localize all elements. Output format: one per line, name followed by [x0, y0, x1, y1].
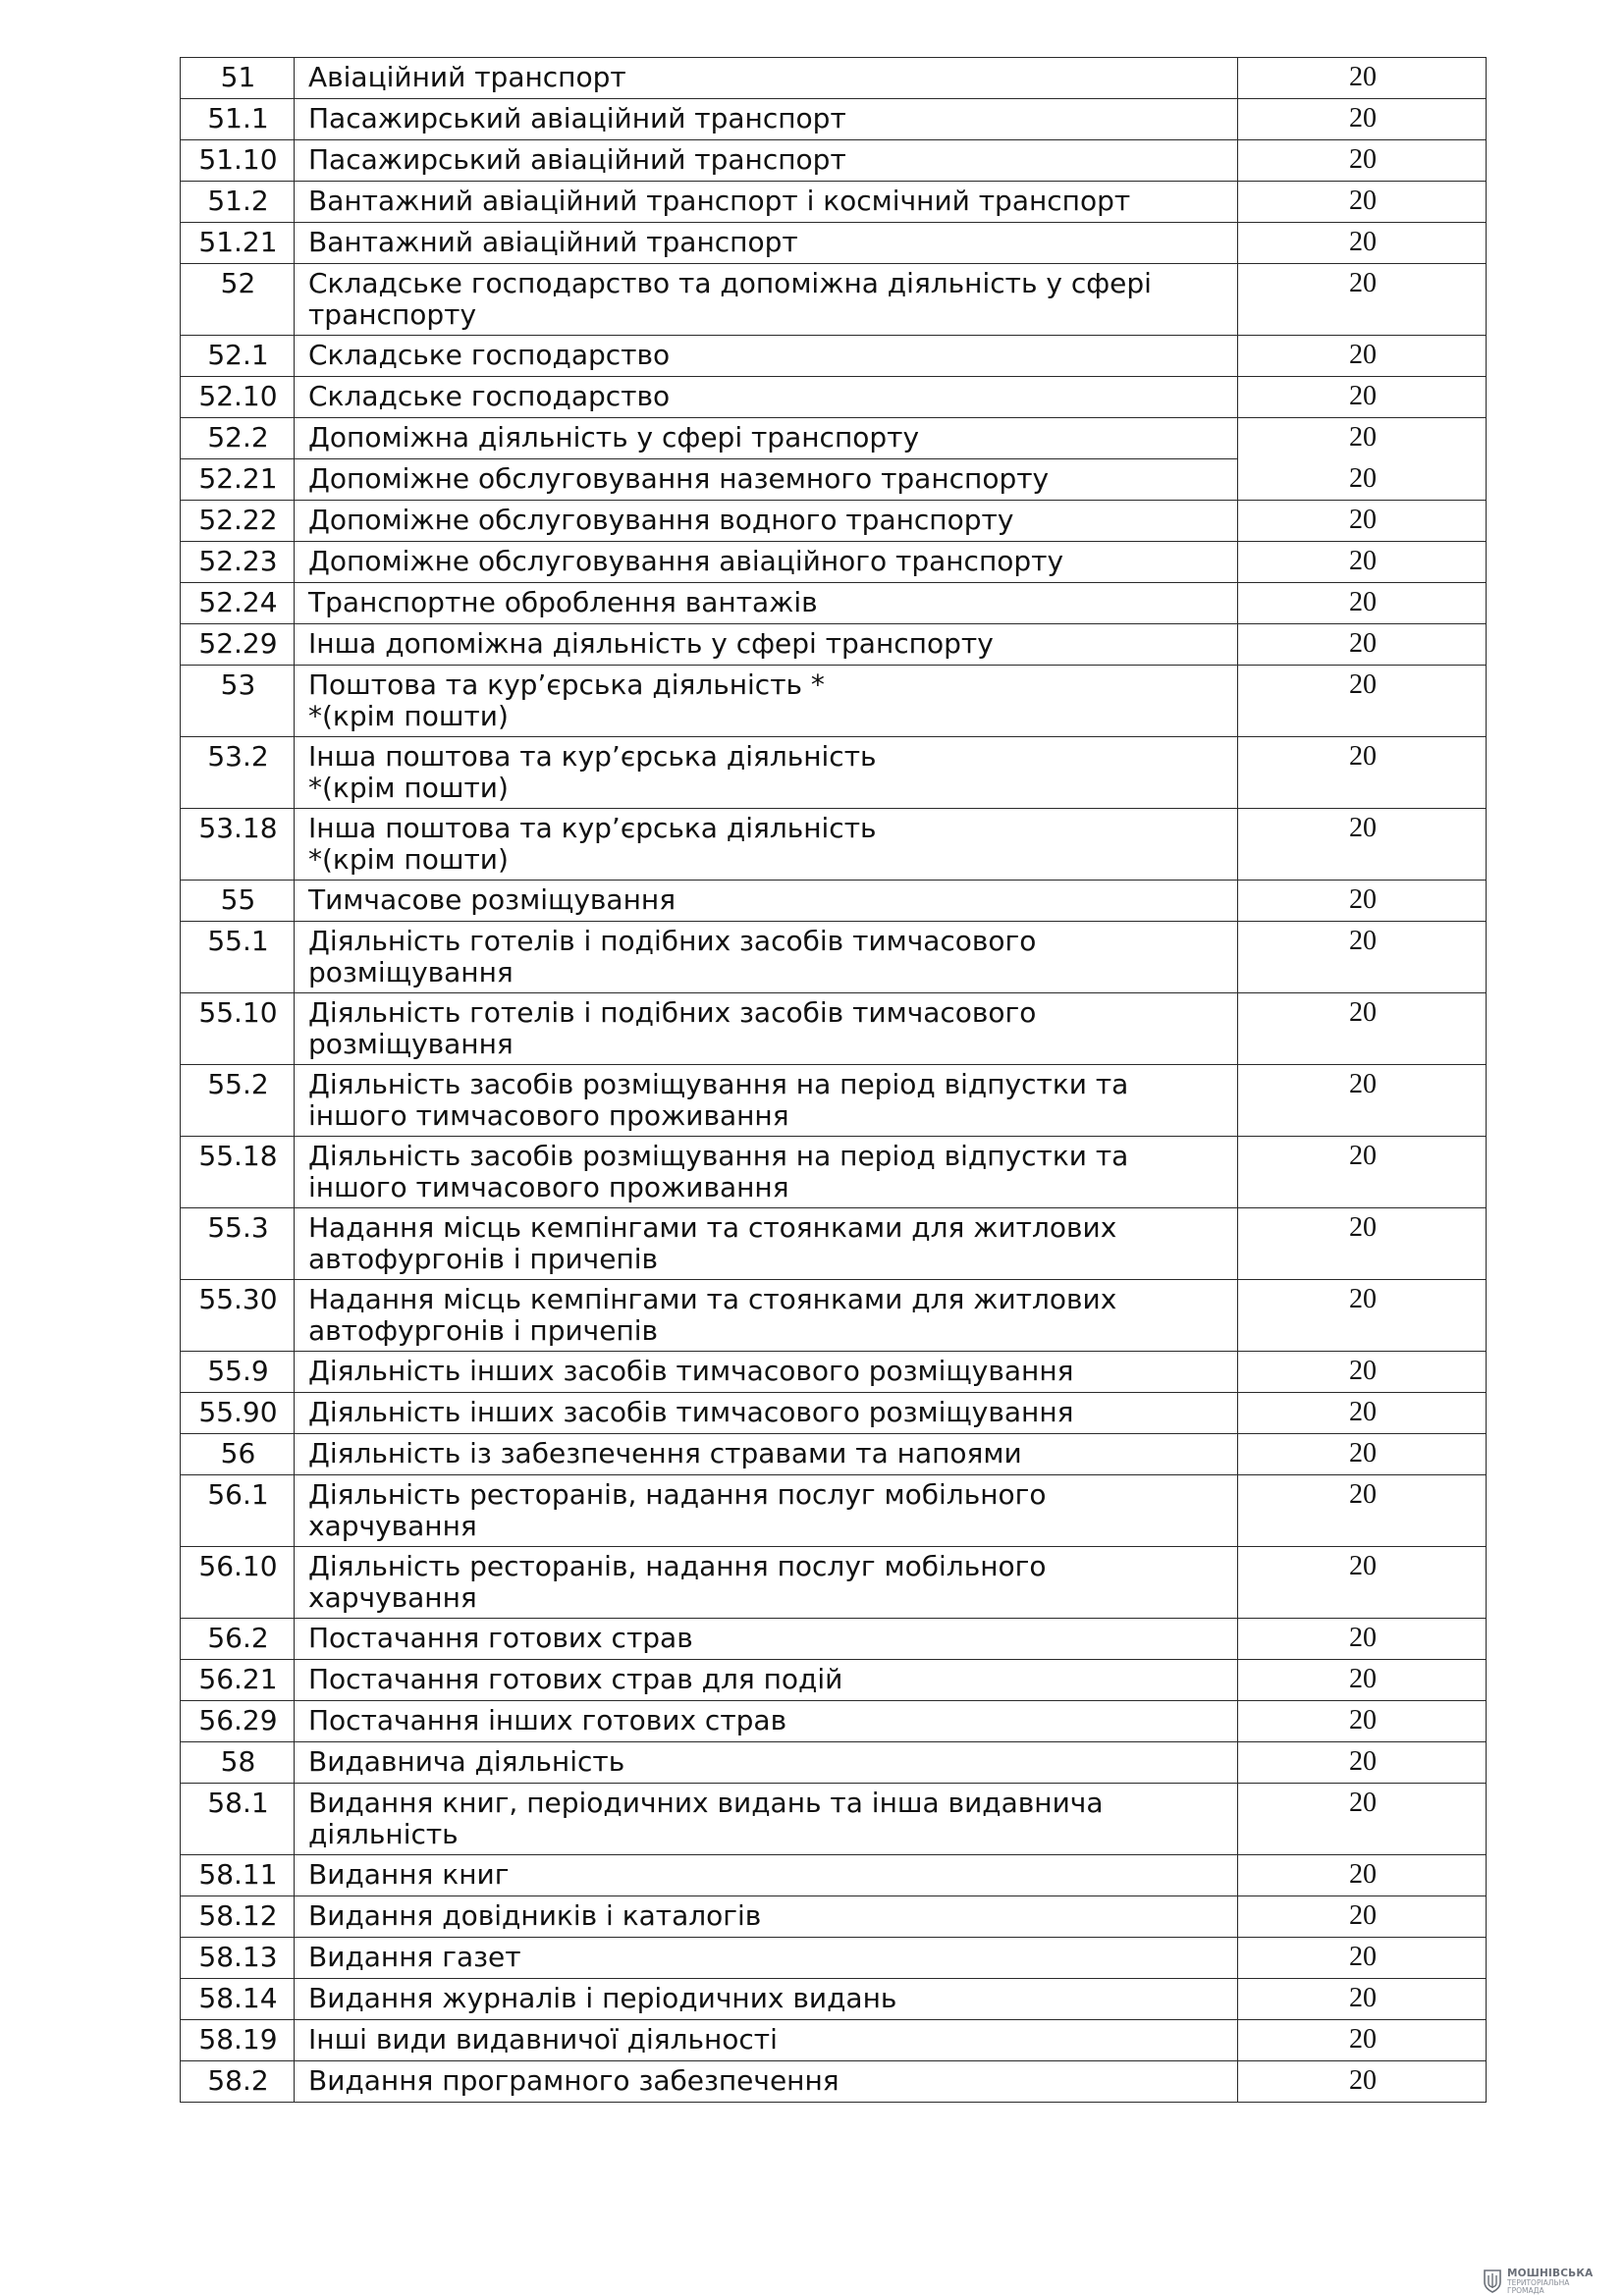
table-row [181, 583, 1487, 624]
activity-name-cell: Видання газет [295, 1938, 1238, 1979]
kved-code-cell: 52.21 [181, 459, 295, 501]
rate-cell: 20 [1238, 1742, 1487, 1784]
rate-cell: 20 [1238, 264, 1487, 336]
activity-name-cell: Пасажирський авіаційний транспорт [295, 99, 1238, 140]
kved-code-cell: 56 [181, 1434, 295, 1475]
rate-cell: 20 [1238, 583, 1487, 624]
table-row [181, 223, 1487, 264]
activity-name-cell: Видання книг [295, 1855, 1238, 1896]
kved-code-cell: 58.13 [181, 1938, 295, 1979]
rate-cell: 20 [1238, 881, 1487, 922]
trident-icon [1483, 2269, 1502, 2294]
kved-code-cell: 58.2 [181, 2061, 295, 2103]
rate-cell: 20 [1238, 1434, 1487, 1475]
table-row [181, 922, 1487, 993]
table-row [181, 1619, 1487, 1660]
activity-name-cell: Пасажирський авіаційний транспорт [295, 140, 1238, 182]
kved-code-cell: 52.29 [181, 624, 295, 666]
activity-name-cell: Вантажний авіаційний транспорт [295, 223, 1238, 264]
kved-code-cell: 53.18 [181, 809, 295, 881]
activity-name-cell: Допоміжна діяльність у сфері транспорту [295, 418, 1238, 459]
activity-name-cell: Поштова та кур’єрська діяльність * *(крім пошти) [295, 666, 1238, 737]
kved-code-cell: 51.21 [181, 223, 295, 264]
activity-name-cell: Діяльність засобів розміщування на період відпустки та іншого тимчасового проживання [295, 1065, 1238, 1137]
logo-text [1507, 2269, 1593, 2295]
table-row [181, 418, 1487, 459]
table-row [181, 377, 1487, 418]
activity-name-cell: Діяльність ресторанів, надання послуг мобільного харчування [295, 1475, 1238, 1547]
kved-code-cell: 55.90 [181, 1393, 295, 1434]
table-row [181, 1065, 1487, 1137]
rate-cell: 20 [1238, 1979, 1487, 2020]
kved-code-cell: 55.10 [181, 993, 295, 1065]
activity-name-cell: Постачання інших готових страв [295, 1701, 1238, 1742]
activity-name-cell: Вантажний авіаційний транспорт і космічний транспорт [295, 182, 1238, 223]
logo-subtitle-line: ГРОМАДА [1507, 2285, 1544, 2295]
table-row [181, 336, 1487, 377]
rate-cell: 20 [1238, 418, 1487, 459]
rate-cell: 20 [1238, 1352, 1487, 1393]
rate-cell: 20 [1238, 1855, 1487, 1896]
table-row [181, 58, 1487, 99]
rate-cell: 20 [1238, 993, 1487, 1065]
rate-cell: 20 [1238, 1547, 1487, 1619]
kved-table-body [181, 58, 1487, 2103]
activity-name-cell: Надання місць кемпінгами та стоянками для житлових автофургонів і причепів [295, 1280, 1238, 1352]
kved-code-cell: 58 [181, 1742, 295, 1784]
activity-name-cell: Видання програмного забезпечення [295, 2061, 1238, 2103]
rate-cell: 20 [1238, 1938, 1487, 1979]
activity-name-cell: Видання журналів і періодичних видань [295, 1979, 1238, 2020]
table-row [181, 1434, 1487, 1475]
kved-code-cell: 56.10 [181, 1547, 295, 1619]
activity-name-cell: Видання книг, періодичних видань та інша видавнича діяльність [295, 1784, 1238, 1855]
rate-cell: 20 [1238, 1280, 1487, 1352]
table-row [181, 542, 1487, 583]
rate-cell: 20 [1238, 1393, 1487, 1434]
kved-table [180, 57, 1487, 2103]
kved-code-cell: 55.2 [181, 1065, 295, 1137]
kved-code-cell: 51.10 [181, 140, 295, 182]
table-row [181, 1896, 1487, 1938]
table-row [181, 2020, 1487, 2061]
table-row [181, 624, 1487, 666]
activity-name-cell: Авіаційний транспорт [295, 58, 1238, 99]
rate-cell: 20 [1238, 1137, 1487, 1208]
kved-code-cell: 56.2 [181, 1619, 295, 1660]
table-row [181, 2061, 1487, 2103]
activity-name-cell: Інші види видавничої діяльності [295, 2020, 1238, 2061]
kved-code-cell: 58.11 [181, 1855, 295, 1896]
activity-name-cell: Діяльність із забезпечення стравами та напоями [295, 1434, 1238, 1475]
table-row [181, 99, 1487, 140]
kved-code-cell: 56.21 [181, 1660, 295, 1701]
kved-code-cell: 56.29 [181, 1701, 295, 1742]
table-row [181, 140, 1487, 182]
logo-title: МОШНІВСЬКА [1507, 2267, 1594, 2279]
kved-code-cell: 58.19 [181, 2020, 295, 2061]
activity-name-cell: Діяльність інших засобів тимчасового розміщування [295, 1352, 1238, 1393]
kved-code-cell: 52.1 [181, 336, 295, 377]
table-row [181, 1938, 1487, 1979]
rate-cell: 20 [1238, 1896, 1487, 1938]
kved-code-cell: 58.1 [181, 1784, 295, 1855]
activity-name-cell: Діяльність ресторанів, надання послуг мобільного харчування [295, 1547, 1238, 1619]
table-row [181, 993, 1487, 1065]
table-row [181, 1280, 1487, 1352]
activity-name-cell: Діяльність готелів і подібних засобів тимчасового розміщування [295, 993, 1238, 1065]
kved-code-cell: 55 [181, 881, 295, 922]
rate-cell: 20 [1238, 336, 1487, 377]
rate-cell: 20 [1238, 1660, 1487, 1701]
activity-name-cell: Складське господарство та допоміжна діяльність у сфері транспорту [295, 264, 1238, 336]
table-row [181, 459, 1487, 501]
rate-cell: 20 [1238, 377, 1487, 418]
community-logo [1483, 2268, 1620, 2295]
table-row [181, 501, 1487, 542]
rate-cell: 20 [1238, 1208, 1487, 1280]
rate-cell: 20 [1238, 2020, 1487, 2061]
rate-cell: 20 [1238, 501, 1487, 542]
activity-name-cell: Допоміжне обслуговування авіаційного транспорту [295, 542, 1238, 583]
activity-name-cell: Надання місць кемпінгами та стоянками для житлових автофургонів і причепів [295, 1208, 1238, 1280]
rate-cell: 20 [1238, 140, 1487, 182]
kved-code-cell: 55.18 [181, 1137, 295, 1208]
activity-name-cell: Видавнича діяльність [295, 1742, 1238, 1784]
kved-code-cell: 55.9 [181, 1352, 295, 1393]
kved-code-cell: 51.1 [181, 99, 295, 140]
activity-name-cell: Постачання готових страв [295, 1619, 1238, 1660]
activity-name-cell: Транспортне оброблення вантажів [295, 583, 1238, 624]
table-row [181, 1979, 1487, 2020]
activity-name-cell: Видання довідників і каталогів [295, 1896, 1238, 1938]
kved-code-cell: 52.2 [181, 418, 295, 459]
rate-cell: 20 [1238, 624, 1487, 666]
kved-code-cell: 55.30 [181, 1280, 295, 1352]
activity-name-cell: Складське господарство [295, 377, 1238, 418]
rate-cell: 20 [1238, 223, 1487, 264]
table-row [181, 1208, 1487, 1280]
rate-cell: 20 [1238, 1619, 1487, 1660]
rate-cell: 20 [1238, 922, 1487, 993]
kved-code-cell: 55.1 [181, 922, 295, 993]
activity-name-cell: Діяльність готелів і подібних засобів тимчасового розміщування [295, 922, 1238, 993]
kved-code-cell: 58.14 [181, 1979, 295, 2020]
rate-cell: 20 [1238, 666, 1487, 737]
rate-cell: 20 [1238, 58, 1487, 99]
rate-cell: 20 [1238, 1475, 1487, 1547]
table-row [181, 809, 1487, 881]
kved-code-cell: 52.22 [181, 501, 295, 542]
activity-name-cell: Інша допоміжна діяльність у сфері транспорту [295, 624, 1238, 666]
kved-code-cell: 52.10 [181, 377, 295, 418]
table-row [181, 1475, 1487, 1547]
kved-code-cell: 56.1 [181, 1475, 295, 1547]
activity-name-cell: Інша поштова та кур’єрська діяльність *(крім пошти) [295, 737, 1238, 809]
activity-name-cell: Інша поштова та кур’єрська діяльність *(крім пошти) [295, 809, 1238, 881]
table-row [181, 666, 1487, 737]
rate-cell: 20 [1238, 737, 1487, 809]
rate-cell: 20 [1238, 1701, 1487, 1742]
rate-cell: 20 [1238, 809, 1487, 881]
kved-code-cell: 52 [181, 264, 295, 336]
table-row [181, 1701, 1487, 1742]
table-row [181, 1137, 1487, 1208]
table-row [181, 881, 1487, 922]
rate-cell: 20 [1238, 182, 1487, 223]
rate-cell: 20 [1238, 99, 1487, 140]
table-row [181, 1393, 1487, 1434]
table-row [181, 1784, 1487, 1855]
kved-code-cell: 53.2 [181, 737, 295, 809]
table-row [181, 264, 1487, 336]
kved-code-cell: 51 [181, 58, 295, 99]
activity-name-cell: Допоміжне обслуговування наземного транспорту [295, 459, 1238, 501]
activity-name-cell: Складське господарство [295, 336, 1238, 377]
table-row [181, 1855, 1487, 1896]
activity-name-cell: Тимчасове розміщування [295, 881, 1238, 922]
table-row [181, 737, 1487, 809]
activity-name-cell: Діяльність засобів розміщування на період відпустки та іншого тимчасового проживання [295, 1137, 1238, 1208]
rate-cell: 20 [1238, 542, 1487, 583]
table-row [181, 1352, 1487, 1393]
activity-name-cell: Допоміжне обслуговування водного транспорту [295, 501, 1238, 542]
rate-cell: 20 [1238, 459, 1487, 501]
activity-name-cell: Діяльність інших засобів тимчасового розміщування [295, 1393, 1238, 1434]
table-row [181, 1660, 1487, 1701]
rate-cell: 20 [1238, 2061, 1487, 2103]
rate-cell: 20 [1238, 1784, 1487, 1855]
table-row [181, 1547, 1487, 1619]
table-row [181, 182, 1487, 223]
rate-cell: 20 [1238, 1065, 1487, 1137]
logo-subtitle-line: ТЕРИТОРІАЛЬНА [1507, 2277, 1570, 2287]
kved-code-cell: 51.2 [181, 182, 295, 223]
activity-name-cell: Постачання готових страв для подій [295, 1660, 1238, 1701]
kved-code-cell: 55.3 [181, 1208, 295, 1280]
kved-code-cell: 52.24 [181, 583, 295, 624]
kved-code-cell: 58.12 [181, 1896, 295, 1938]
table-row [181, 1742, 1487, 1784]
kved-code-cell: 52.23 [181, 542, 295, 583]
kved-code-cell: 53 [181, 666, 295, 737]
